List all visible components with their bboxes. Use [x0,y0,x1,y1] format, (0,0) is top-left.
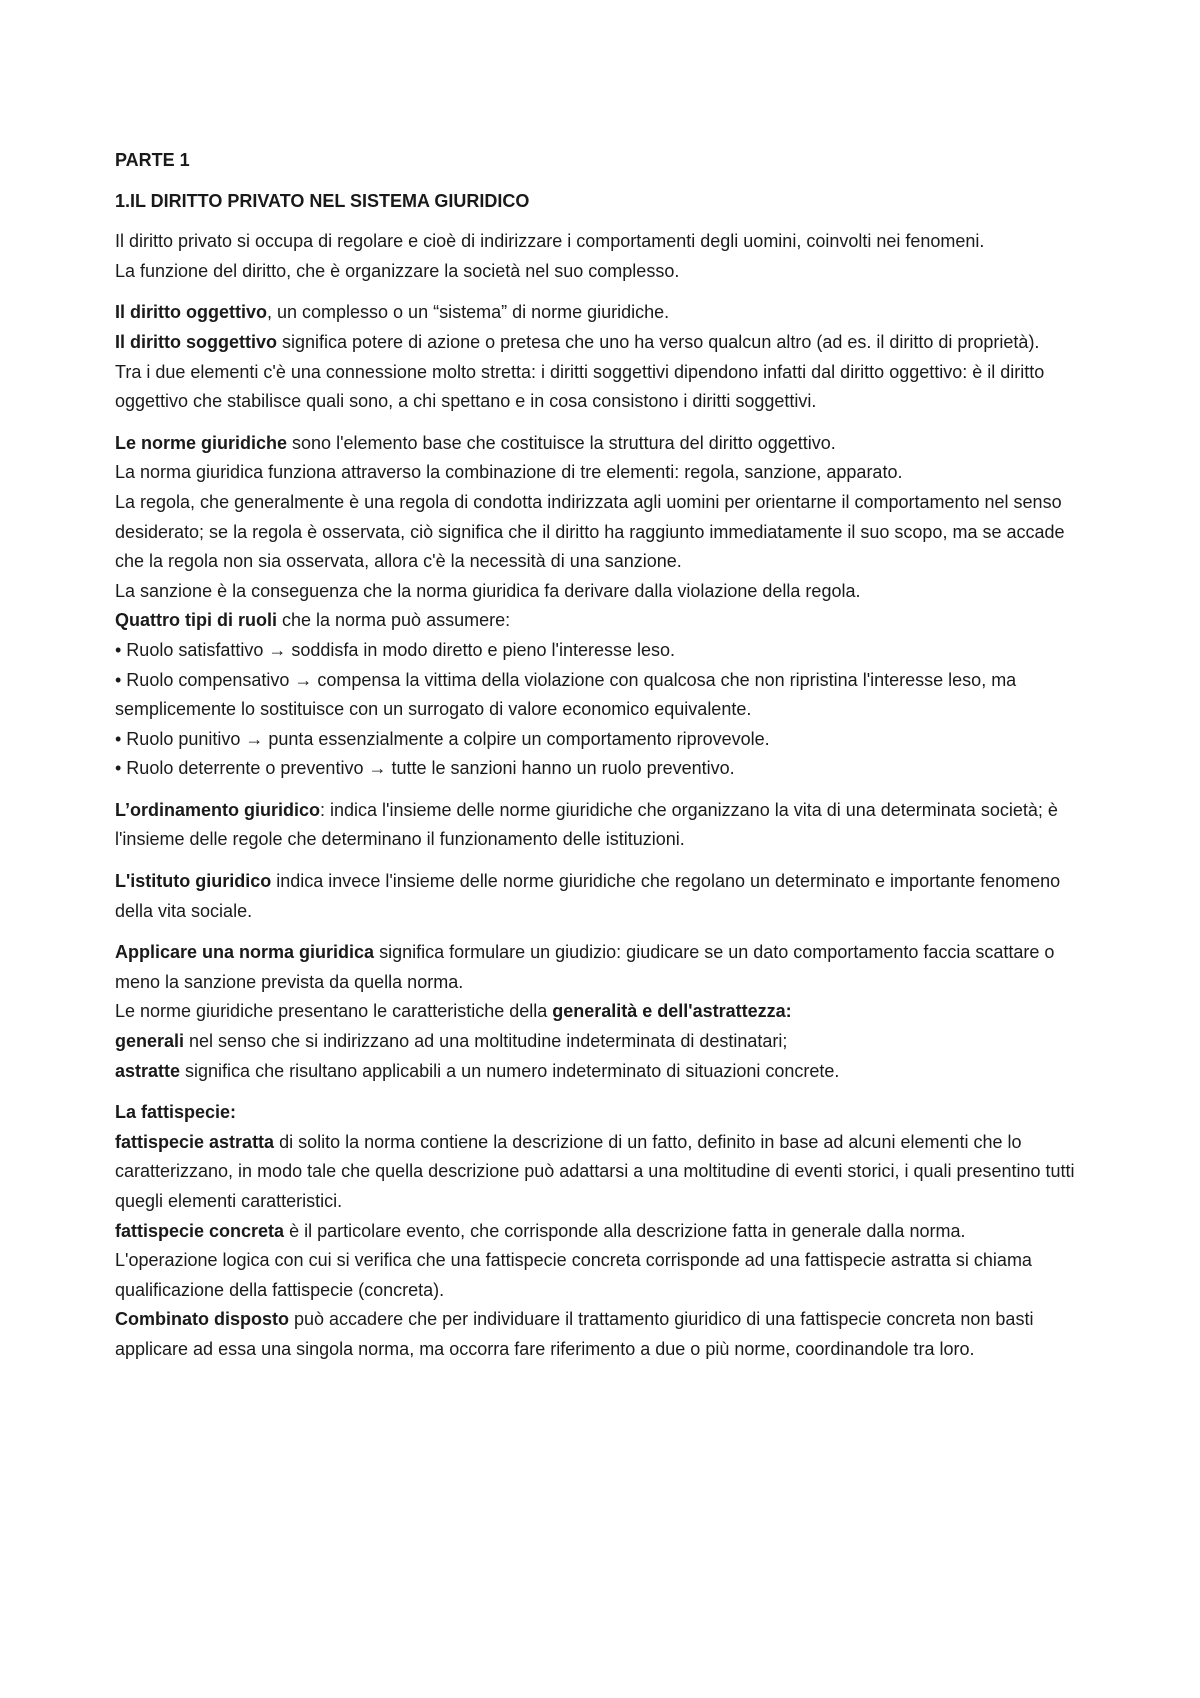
istituto-paragraph: L'istituto giuridico indica invece l'insieme delle norme giuridiche che regolano un determinato e importante fenomeno della vita sociale. [115,871,1061,921]
astratte-paragraph: astratte significa che risultano applicabili a un numero indeterminato di situazioni concrete. [115,1060,840,1081]
caratteristiche-paragraph: Le norme giuridiche presentano le caratteristiche della generalità e dell'astrattezza: [115,1001,792,1022]
applicare-paragraph: Applicare una norma giuridica significa formulare un giudizio: giudicare se un dato comportamento faccia scattare o meno la sanzione prevista da quella norma. [115,942,1055,992]
ruolo-punitivo-item: • Ruolo punitivo → punta essenzialmente a colpire un comportamento riprovevole. [115,728,770,749]
fattispecie-astratta-paragraph: fattispecie astratta di solito la norma contiene la descrizione di un fatto, definito in base ad alcuni elementi che lo caratterizzano, in modo tale che quella descrizione può adattarsi a una moltitudine di eventi storici, i quali presentino tutti quegli elementi caratteristici. [115,1131,1075,1211]
fattispecie-heading: La fattispecie: [115,1102,237,1123]
ordinamento-paragraph: L’ordinamento giuridico: indica l'insieme delle norme giuridiche che organizzano la vita di una determinata società; è l'insieme delle regole che determinano il funzionamento delle istituzioni. [115,799,1058,850]
connessione-paragraph: Tra i due elementi c'è una connessione molto stretta: i diritti soggettivi dipendono infatti dal diritto oggettivo: è il diritto oggettivo che stabilisce quali sono, a chi spettano e in cosa consistono i diritti soggettivi. [115,361,1045,412]
document-body [115,146,1095,1365]
part-heading: PARTE 1 [115,150,190,170]
chapter-heading: 1.IL DIRITTO PRIVATO NEL SISTEMA GIURIDICO [115,190,530,211]
ruolo-compensativo-item: • Ruolo compensativo → compensa la vittima della violazione con qualcosa che non ripristina l'interesse leso, ma semplicemente lo sostituisce con un surrogato di valore economico equivalente. [115,669,1017,720]
intro-paragraph-2: La funzione del diritto, che è organizzare la società nel suo complesso. [115,260,680,281]
ruolo-satisfattivo-item: • Ruolo satisfattivo → soddisfa in modo diretto e pieno l'interesse leso. [115,639,676,660]
qualificazione-paragraph: L'operazione logica con cui si verifica che una fattispecie concreta corrisponde ad una fattispecie astratta si chiama qualificazione della fattispecie (concreta). [115,1250,1032,1300]
ruolo-deterrente-item: • Ruolo deterrente o preventivo → tutte le sanzioni hanno un ruolo preventivo. [115,758,735,779]
norme-giuridiche-paragraph: Le norme giuridiche sono l'elemento base che costituisce la struttura del diritto oggettivo. [115,432,836,453]
norma-funzione-paragraph: La norma giuridica funziona attraverso la combinazione di tre elementi: regola, sanzione, apparato. [115,462,903,483]
sanzione-paragraph: La sanzione è la conseguenza che la norma giuridica fa derivare dalla violazione della regola. [115,580,861,601]
ruoli-heading: Quattro tipi di ruoli che la norma può assumere: [115,610,511,631]
combinato-disposto-paragraph: Combinato disposto può accadere che per individuare il trattamento giuridico di una fattispecie concreta non basti applicare ad essa una singola norma, ma occorra fare riferimento a due o più norme, coordinandole tra loro. [115,1309,1034,1359]
fattispecie-concreta-paragraph: fattispecie concreta è il particolare evento, che corrisponde alla descrizione fatta in generale dalla norma. [115,1220,966,1241]
diritto-soggettivo-paragraph: Il diritto soggettivo significa potere di azione o pretesa che uno ha verso qualcun altro (ad es. il diritto di proprietà). [115,331,1040,352]
regola-paragraph: La regola, che generalmente è una regola di condotta indirizzata agli uomini per orientarne il comportamento nel senso desiderato; se la regola è osservata, ciò significa che il diritto ha raggiunto immediatamente il suo scopo, ma se accade che la regola non sia osservata, allora c'è la necessità di una sanzione. [115,491,1065,572]
intro-paragraph: Il diritto privato si occupa di regolare e cioè di indirizzare i comportamenti degli uomini, coinvolti nei fenomeni. [115,231,985,252]
generali-paragraph: generali nel senso che si indirizzano ad una moltitudine indeterminata di destinatari; [115,1031,788,1052]
diritto-oggettivo-paragraph: Il diritto oggettivo, un complesso o un “sistema” di norme giuridiche. [115,302,670,323]
